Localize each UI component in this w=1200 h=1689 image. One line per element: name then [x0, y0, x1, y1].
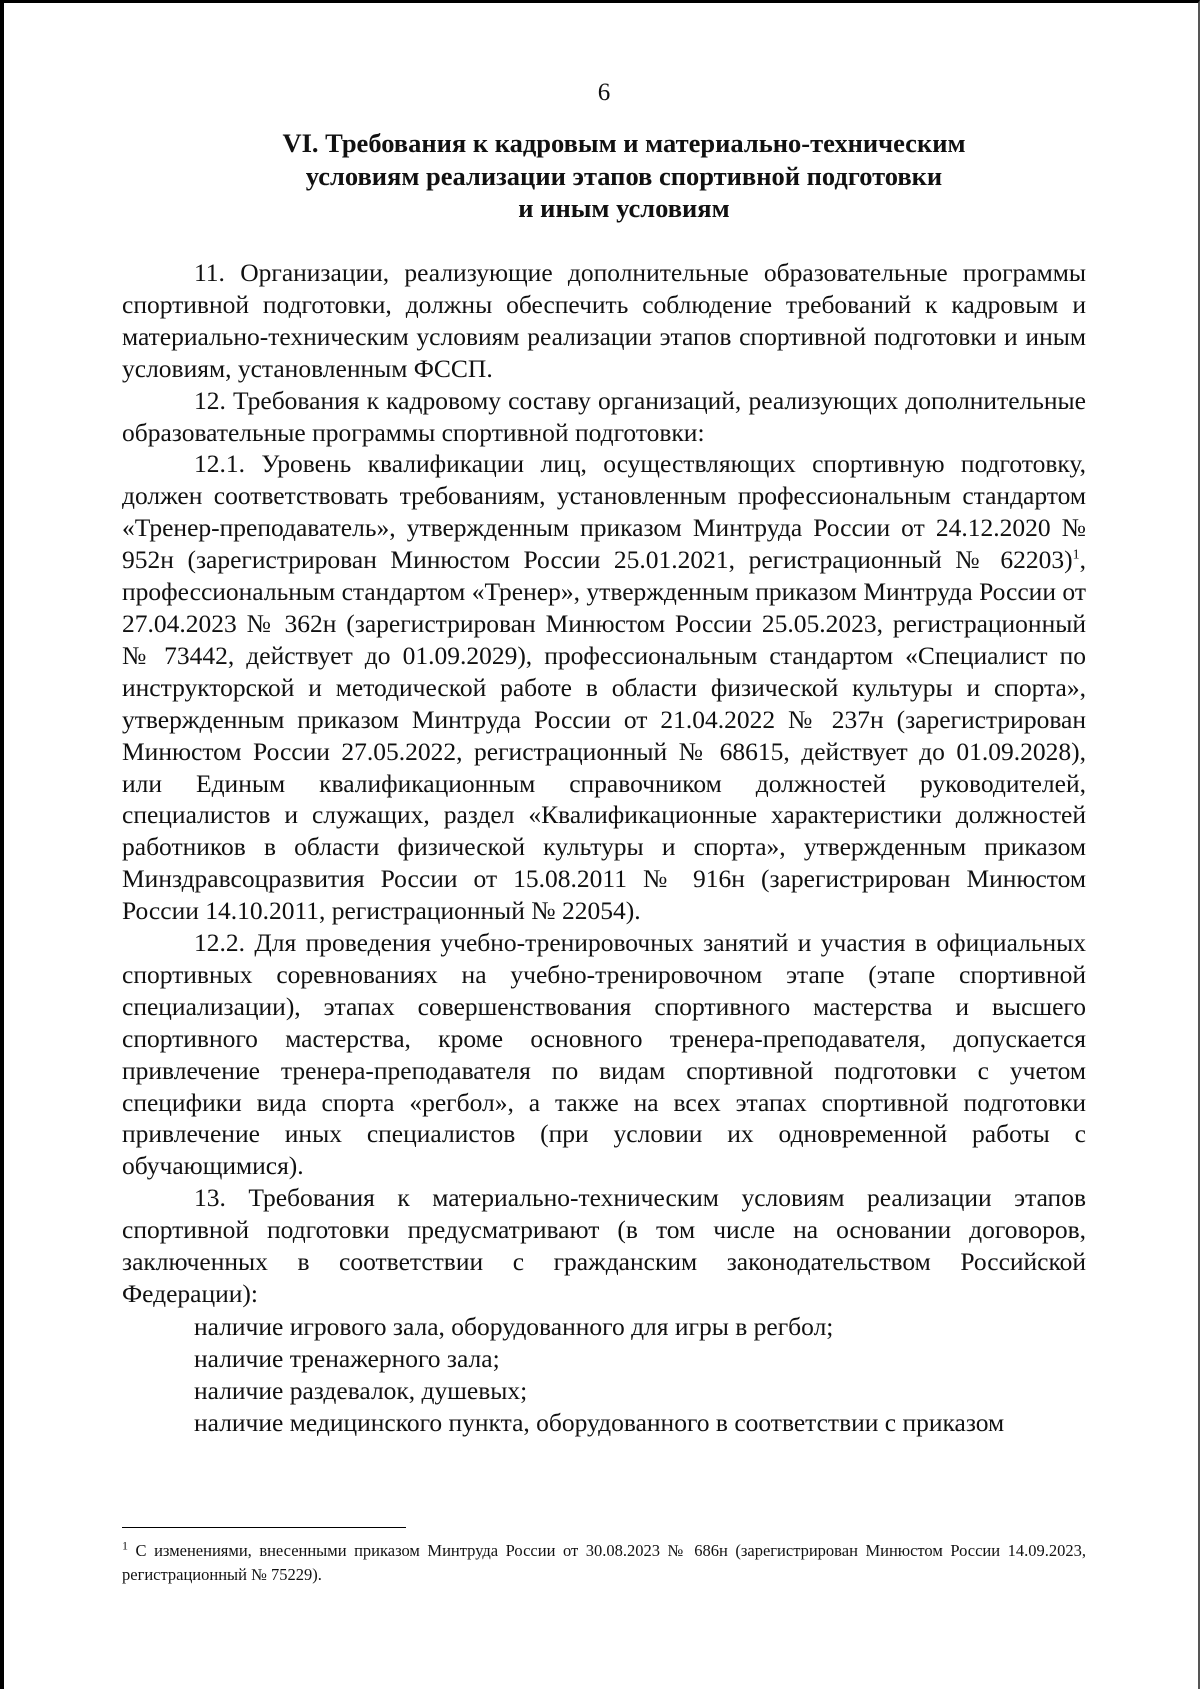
section-heading — [154, 127, 1094, 225]
footnote-text: С изменениями, внесенными приказом Минтруда России от 30.08.2023 № 686н (зарегистрирован Минюстом России 14.09.2023, регистрационный № 75229). — [122, 1541, 1086, 1584]
heading-line-3: и иным условиям — [518, 193, 730, 223]
paragraph-12-1-text-start: 12.1. Уровень квалификации лиц, осуществляющих спортивную подготовку, должен соответствовать требованиям, установленным профессиональным стандартом «Тренер-преподаватель», утвержденным приказом Минтруда России от 24.12.2020 № 952н (зарегистрирован Минюстом России 25.01.2021, регистрационный № 62203) — [122, 449, 1086, 575]
paragraph-12: 12. Требования к кадровому составу организаций, реализующих дополнительные образовательные программы спортивной подготовки: — [122, 385, 1086, 447]
paragraph-13: 13. Требования к материально-техническим условиям реализации этапов спортивной подготовки предусматривают (в том числе на основании договоров, заключенных в соответствии с гражданским законодательством Российской Федерации): — [122, 1183, 1086, 1308]
list-item: наличие тренажерного зала; — [194, 1343, 500, 1373]
paragraph-12-2: 12.2. Для проведения учебно-тренировочных занятий и участия в официальных спортивных соревнованиях на учебно-тренировочном этапе (этапе спортивной специализации), этапах совершенствования спортивного мастерства и высшего спортивного мастерства, кроме основного тренера-преподавателя, допускается привлечение тренера-преподавателя по видам спортивной подготовки с учетом специфики вида спорта «регбол», а также на всех этапах спортивной подготовки привлечение иных специалистов (при условии их одновременной работы с обучающимися). — [122, 928, 1086, 1181]
footnote — [122, 1539, 1086, 1587]
paragraph-12-1 — [122, 448, 1086, 927]
list-item: наличие игрового зала, оборудованного для игры в регбол; — [194, 1311, 834, 1341]
page-number: 6 — [597, 79, 611, 106]
heading-line-1: VI. Требования к кадровым и материально-техническим — [282, 128, 966, 158]
footnote-divider — [122, 1527, 406, 1528]
list-item: наличие раздевалок, душевых; — [194, 1375, 528, 1405]
list-item: наличие медицинского пункта, оборудованного в соответствии с приказом — [194, 1407, 1005, 1437]
footnote-mark: 1 — [122, 1538, 128, 1553]
paragraph-12-1-text-end: , профессиональным стандартом «Тренер», утвержденным приказом Минтруда России от 27.04.2023 № 362н (зарегистрирован Минюстом России 25.05.2023, регистрационный № 73442, действует до 01.09.2029), профессиональным стандартом «Специалист по инструкторской и методической работе в области физической культуры и спорта», утвержденным приказом Минтруда России от 21.04.2022 № 237н (зарегистрирован Минюстом России 27.05.2022, регистрационный № 68615, действует до 01.09.2028), или Единым квалификационным справочником должностей руководителей, специалистов и служащих, раздел «Квалификационные характеристики должностей работников в области физической культуры и спорта», утвержденным приказом Минздравсоцразвития России от 15.08.2011 № 916н (зарегистрирован Минюстом России 14.10.2011, регистрационный № 22054). — [122, 545, 1086, 926]
heading-line-2: условиям реализации этапов спортивной подготовки — [305, 160, 943, 191]
footnote-reference[interactable]: 1 — [1072, 547, 1080, 563]
document-body — [122, 257, 1086, 1439]
paragraph-11: 11. Организации, реализующие дополнительные образовательные программы спортивной подготовки, должны обеспечить соблюдение требований к кадровым и материально-техническим условиям реализации этапов спортивной подготовки и иным условиям, установленным ФССП. — [122, 258, 1086, 383]
